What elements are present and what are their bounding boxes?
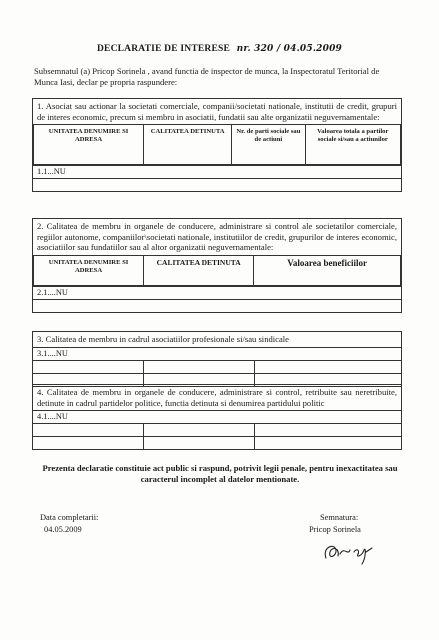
s1-header-shares: Nr. de parti sociale sau de actiuni	[232, 125, 305, 165]
legal-statement: Prezenta declaratie constituie act public si raspund, potrivit legii penale, pentru inexactitatea sau caracterul incomplet al datelor mentionate.	[42, 463, 398, 484]
section-1	[32, 98, 402, 192]
section-1-heading: 1. Asociat sau actionar la societati comerciale, companii/societati nationale, institutii de credit, grupuri de interes economic, precum si membru in asociatii, fundatii sau alte organizatii neguvernamentale:	[37, 101, 397, 122]
s1-header-quality: CALITATEA DETINUTA	[144, 125, 232, 165]
date-label: Data completarii:	[40, 513, 99, 522]
s1-row-1: 1.1...NU	[33, 165, 401, 178]
section-2-heading: 2. Calitatea de membru in organele de conducere, administrare si control ale societatilor comerciale, regiilor autonome, companiilor\societati nationale, institutiilor de credit, grupurilor de interes economic, asociatiilor sau fundatiilor sau al altor organizatii neguvernamentale:	[37, 221, 397, 252]
section-3-heading: 3. Calitatea de membru in cadrul asociatiilor profesionale si/sau sindicale	[37, 334, 290, 344]
s4-row-empty-1	[33, 423, 401, 436]
title-text: DECLARATIE DE INTERESE	[96, 44, 231, 54]
s4-row-1: 4.1....NU	[33, 410, 401, 423]
s3-row-1: 3.1....NU	[33, 347, 401, 360]
document-title	[0, 44, 439, 54]
s2-header-benefits: Valoarea beneficiilor	[254, 255, 401, 285]
s2-row-empty	[33, 299, 401, 312]
section-3	[32, 331, 402, 387]
s2-header-quality: CALITATEA DETINUTA	[144, 255, 254, 285]
signature-label: Semnatura:	[320, 513, 359, 522]
registration-number: nr. 320 / 04.05.2009	[236, 44, 343, 54]
s3-row-empty-1	[33, 360, 401, 373]
handwritten-signature	[320, 538, 380, 566]
date-value: 04.05.2009	[44, 525, 82, 534]
section-4	[32, 384, 402, 450]
section-2	[32, 218, 402, 313]
s1-row-empty	[33, 178, 401, 191]
signatory-name: Pricop Sorinela	[309, 525, 361, 534]
s4-row-empty-2	[33, 436, 401, 449]
intro-paragraph: Subsemnatul (a) Pricop Sorinela , avand functia de inspector de munca, la Inspectoratul Teritorial de Munca Iasi, declar pe propria raspundere:	[34, 66, 380, 87]
s1-header-value: Valoarea totala a partilor sociale si/sau a actiunilor	[305, 125, 400, 165]
section-4-heading: 4. Calitatea de membru in organele de conducere, administrare si control, retribuite sau neretribuite, detinute in cadrul partidelor politice, functia detinuta si denumirea partidului politic	[37, 387, 397, 408]
section-1-table	[33, 124, 401, 165]
s1-header-unit: UNITATEA DENUMIRE SI ADRESA	[34, 125, 144, 165]
s2-header-unit: UNITATEA DENUMIRE SI ADRESA	[34, 255, 144, 285]
section-2-table	[33, 255, 401, 286]
s2-row-1: 2.1....NU	[33, 286, 401, 299]
